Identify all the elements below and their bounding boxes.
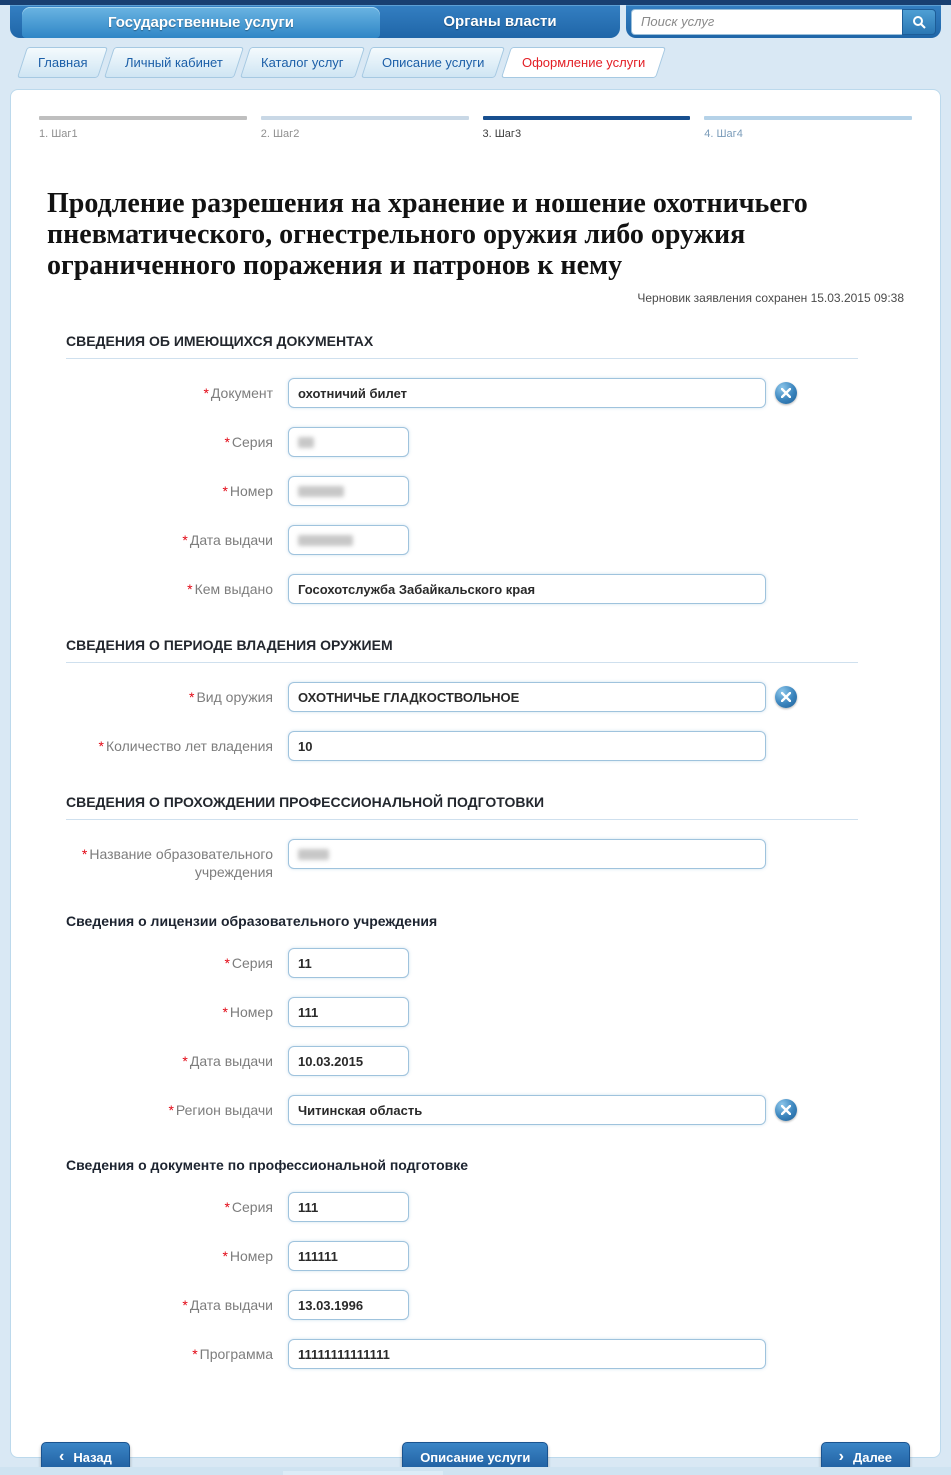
breadcrumb-label: Личный кабинет: [125, 55, 224, 70]
breadcrumb-opisanie-uslugi[interactable]: [361, 47, 505, 78]
step-1-label: 1. Шаг1: [39, 128, 78, 140]
breadcrumb-katalog-uslug[interactable]: [240, 47, 365, 78]
required-marker: *: [222, 483, 228, 500]
step-4[interactable]: [704, 116, 912, 140]
field-label: * Номер: [222, 1004, 273, 1021]
field-label: * Номер: [222, 483, 273, 500]
programma-input[interactable]: [288, 1339, 766, 1369]
required-marker: *: [224, 434, 230, 451]
step-2-bar: [261, 116, 469, 120]
section-divider: [66, 662, 858, 663]
field-row-data-vydachi: [66, 525, 858, 555]
field-row-programma: [66, 1339, 858, 1369]
field-label: * Дата выдачи: [182, 1053, 273, 1070]
step-3-active[interactable]: [483, 116, 691, 140]
field-row-dokument: [66, 378, 858, 408]
required-marker: *: [182, 532, 188, 549]
breadcrumb-oformlenie-uslugi[interactable]: [501, 47, 666, 78]
breadcrumb-label: Описание услуги: [381, 55, 485, 70]
section-documents: [66, 333, 858, 604]
next-button-label: Далее: [852, 1450, 892, 1466]
page-title: Продление разрешения на хранение и ношение охотничьего пневматического, огнестрельного оружия либо оружия ограниченного поражения и патронов к нему: [47, 188, 808, 282]
field-row-license-seriya: [66, 948, 858, 978]
breadcrumb-glavnaya[interactable]: [17, 47, 109, 78]
nazvanie-uchrezhdeniya-input[interactable]: [288, 839, 766, 869]
required-marker: *: [224, 955, 230, 972]
field-label: * Дата выдачи: [182, 1297, 273, 1314]
kem-vydano-input[interactable]: [288, 574, 766, 604]
field-label: * Кем выдано: [187, 581, 273, 598]
step-3-label: 3. Шаг3: [482, 128, 522, 140]
required-marker: *: [203, 385, 209, 402]
breadcrumb-label: Оформление услуги: [522, 55, 646, 70]
footer-decoration: [283, 1471, 443, 1475]
field-row-nazvanie-uchrezhdeniya: [66, 839, 858, 881]
field-row-nomer: [66, 476, 858, 506]
chevron-left-icon: ‹: [59, 1447, 65, 1465]
header-search-bar: [626, 5, 941, 38]
search-input[interactable]: [631, 9, 902, 35]
field-label: * Документ: [203, 385, 273, 402]
field-label: * Вид оружия: [188, 689, 273, 706]
field-row-doc-data: [66, 1290, 858, 1320]
step-3-bar: [483, 116, 691, 120]
seriya-input[interactable]: [288, 427, 409, 457]
subsection-training-doc-title: Сведения о документе по профессиональной подготовке: [66, 1157, 469, 1174]
field-row-license-nomer: [66, 997, 858, 1027]
doc-seriya-input[interactable]: [288, 1192, 409, 1222]
field-row-region-vydachi: [66, 1095, 858, 1125]
doc-nomer-input[interactable]: [288, 1241, 409, 1271]
required-marker: *: [187, 581, 193, 598]
field-label: * Серия: [224, 955, 273, 972]
site-header: [0, 5, 951, 38]
vid-oruzhiya-input[interactable]: [288, 682, 766, 712]
required-marker: *: [192, 1346, 198, 1363]
required-marker: *: [224, 1199, 230, 1216]
field-label: * Серия: [224, 434, 273, 451]
tab-organy-vlasti-label: Органы власти: [443, 13, 557, 30]
field-row-doc-seriya: [66, 1192, 858, 1222]
field-row-seriya: [66, 427, 858, 457]
wizard-steps: [39, 116, 912, 140]
section-divider: [66, 358, 858, 359]
license-seriya-input[interactable]: [288, 948, 409, 978]
page-footer-strip: [0, 1467, 951, 1475]
license-data-input[interactable]: [288, 1046, 409, 1076]
back-button-label: Назад: [73, 1450, 112, 1466]
application-form: [66, 333, 858, 1369]
required-marker: *: [222, 1004, 228, 1021]
required-marker: *: [182, 1053, 188, 1070]
doc-data-input[interactable]: [288, 1290, 409, 1320]
tab-gosuslugi-label: Государственные услуги: [107, 14, 294, 31]
required-marker: *: [81, 846, 88, 863]
kolichestvo-let-input[interactable]: [288, 731, 766, 761]
breadcrumb-label: Каталог услуг: [261, 55, 344, 70]
step-2-label: 2. Шаг2: [260, 128, 300, 140]
header-tabs-bar: [10, 5, 620, 38]
field-row-doc-nomer: [66, 1241, 858, 1271]
field-label: * Название образовательного учреждения: [81, 846, 273, 880]
service-description-label: Описание услуги: [420, 1450, 531, 1466]
chevron-right-icon: ›: [838, 1447, 844, 1465]
nomer-input[interactable]: [288, 476, 409, 506]
clear-icon[interactable]: [775, 686, 797, 708]
field-label: * Количество лет владения: [98, 738, 273, 755]
region-vydachi-input[interactable]: [288, 1095, 766, 1125]
required-marker: *: [168, 1102, 174, 1119]
field-label: * Регион выдачи: [168, 1102, 273, 1119]
field-row-vid-oruzhiya: [66, 682, 858, 712]
section-title: СВЕДЕНИЯ ОБ ИМЕЮЩИХСЯ ДОКУМЕНТАХ: [66, 333, 374, 350]
section-title: СВЕДЕНИЯ О ПЕРИОДЕ ВЛАДЕНИЯ ОРУЖИЕМ: [66, 637, 393, 654]
section-title: СВЕДЕНИЯ О ПРОХОЖДЕНИИ ПРОФЕССИОНАЛЬНОЙ ПОДГОТОВКИ: [66, 794, 545, 811]
search-icon: [912, 15, 926, 29]
clear-icon[interactable]: [775, 1099, 797, 1121]
license-nomer-input[interactable]: [288, 997, 409, 1027]
step-4-bar: [704, 116, 912, 120]
required-marker: *: [182, 1297, 188, 1314]
step-2[interactable]: [261, 116, 469, 140]
field-label: * Дата выдачи: [182, 532, 273, 549]
draft-saved-note: Черновик заявления сохранен 15.03.2015 09:38: [637, 291, 904, 306]
tab-gosuslugi[interactable]: [22, 7, 380, 38]
main-panel: [10, 89, 941, 1466]
clear-icon[interactable]: [775, 382, 797, 404]
required-marker: *: [98, 738, 104, 755]
subsection-license-title: Сведения о лицензии образовательного учреждения: [66, 913, 438, 930]
field-label: * Номер: [222, 1248, 273, 1265]
field-row-kem-vydano: [66, 574, 858, 604]
search-button[interactable]: [902, 9, 936, 35]
section-divider: [66, 819, 858, 820]
step-4-label: 4. Шаг4: [704, 128, 743, 140]
breadcrumb: [22, 47, 951, 78]
field-label: * Программа: [192, 1346, 273, 1363]
breadcrumb-label: Главная: [38, 55, 88, 70]
dokument-input[interactable]: [288, 378, 766, 408]
step-1[interactable]: [39, 116, 247, 140]
data-vydachi-input[interactable]: [288, 525, 409, 555]
step-1-bar: [39, 116, 247, 120]
section-professional-training: [66, 794, 858, 1369]
section-ownership-period: [66, 637, 858, 761]
field-label: * Серия: [224, 1199, 273, 1216]
required-marker: *: [188, 689, 195, 706]
required-marker: *: [222, 1248, 228, 1265]
field-row-license-data: [66, 1046, 858, 1076]
breadcrumb-lichny-kabinet[interactable]: [104, 47, 244, 78]
field-row-kolichestvo-let: [66, 731, 858, 761]
tab-organy-vlasti[interactable]: [380, 5, 620, 38]
